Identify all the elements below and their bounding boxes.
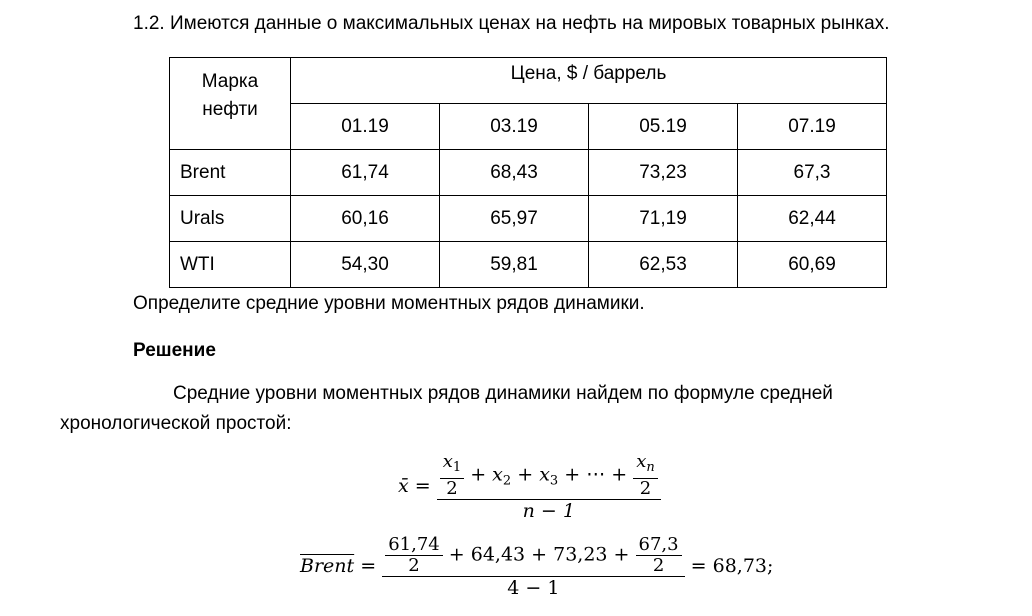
formula-equals: =	[414, 475, 431, 497]
brent-equals: =	[360, 555, 377, 577]
formula-xn-sub: n	[646, 460, 655, 475]
brand-cell: Brent	[170, 150, 291, 196]
month-header: 03.19	[440, 104, 589, 150]
price-cell: 71,19	[589, 196, 738, 242]
price-cell: 54,30	[291, 242, 440, 288]
brand-header-line-1: Марка	[201, 71, 259, 92]
price-cell: 59,81	[440, 242, 589, 288]
oil-price-table	[169, 57, 887, 288]
brent-main-fraction	[382, 535, 684, 599]
formula-brent	[300, 535, 773, 599]
brand-cell: Urals	[170, 196, 291, 242]
brent-numerator	[382, 535, 684, 576]
table-row	[170, 242, 887, 288]
formula-lhs: x̄	[398, 475, 409, 497]
table-row	[170, 196, 887, 242]
price-cell: 73,23	[589, 150, 738, 196]
formula-first-term-fraction	[440, 452, 464, 499]
solution-text-line-1: Средние уровни моментных рядов динамики найдем по формуле средней	[173, 383, 833, 404]
price-cell: 60,16	[291, 196, 440, 242]
formula-x1-sub: 1	[452, 460, 462, 475]
formula-general	[398, 452, 661, 522]
month-header: 05.19	[589, 104, 738, 150]
price-cell: 65,97	[440, 196, 589, 242]
solution-heading: Решение	[133, 340, 216, 361]
formula-x3-sub: 3	[549, 473, 559, 489]
brent-frac2-den: 2	[636, 555, 682, 576]
task-title: 1.2. Имеются данные о максимальных ценах на нефть на мировых товарных рынках.	[133, 13, 890, 34]
price-column-header: Цена, $ / баррель	[291, 58, 887, 104]
brand-column-header	[170, 58, 291, 150]
month-header: 07.19	[738, 104, 887, 150]
brent-frac1-num: 61,74	[388, 534, 440, 555]
brent-denominator: 4 − 1	[382, 576, 684, 599]
brent-first-term-fraction	[385, 535, 443, 576]
brent-middle-terms: + 64,43 + 73,23 +	[448, 543, 630, 566]
brent-last-term-fraction	[636, 535, 682, 576]
formula-denominator: n − 1	[437, 499, 661, 522]
brent-frac1-den: 2	[385, 555, 443, 576]
formula-xn-den: 2	[633, 478, 658, 499]
formula-x1-den: 2	[440, 478, 464, 499]
price-cell: 62,53	[589, 242, 738, 288]
formula-last-term-fraction	[633, 452, 658, 499]
brent-result: = 68,73;	[690, 555, 774, 577]
price-cell: 61,74	[291, 150, 440, 196]
price-cell: 68,43	[440, 150, 589, 196]
table-header-row	[170, 58, 887, 104]
solution-text-line-2: хронологической простой:	[60, 413, 292, 434]
price-cell: 62,44	[738, 196, 887, 242]
price-cell: 67,3	[738, 150, 887, 196]
formula-x2-sub: 2	[502, 473, 512, 489]
brand-cell: WTI	[170, 242, 291, 288]
formula-main-fraction	[437, 452, 661, 522]
price-cell: 60,69	[738, 242, 887, 288]
formula-plus-x3: + x	[517, 463, 550, 486]
formula-dots: + ⋯ +	[564, 463, 628, 486]
brent-lhs: Brent	[300, 555, 355, 577]
formula-x1-var: x	[442, 451, 453, 472]
formula-numerator	[437, 452, 661, 499]
formula-xn-var: x	[636, 451, 647, 472]
brent-frac2-num: 67,3	[638, 534, 679, 555]
table-row	[170, 150, 887, 196]
brand-header-line-2: нефти	[202, 99, 258, 120]
task-question: Определите средние уровни моментных рядов динамики.	[133, 293, 645, 314]
formula-plus-x2: + x	[470, 463, 503, 486]
month-header: 01.19	[291, 104, 440, 150]
